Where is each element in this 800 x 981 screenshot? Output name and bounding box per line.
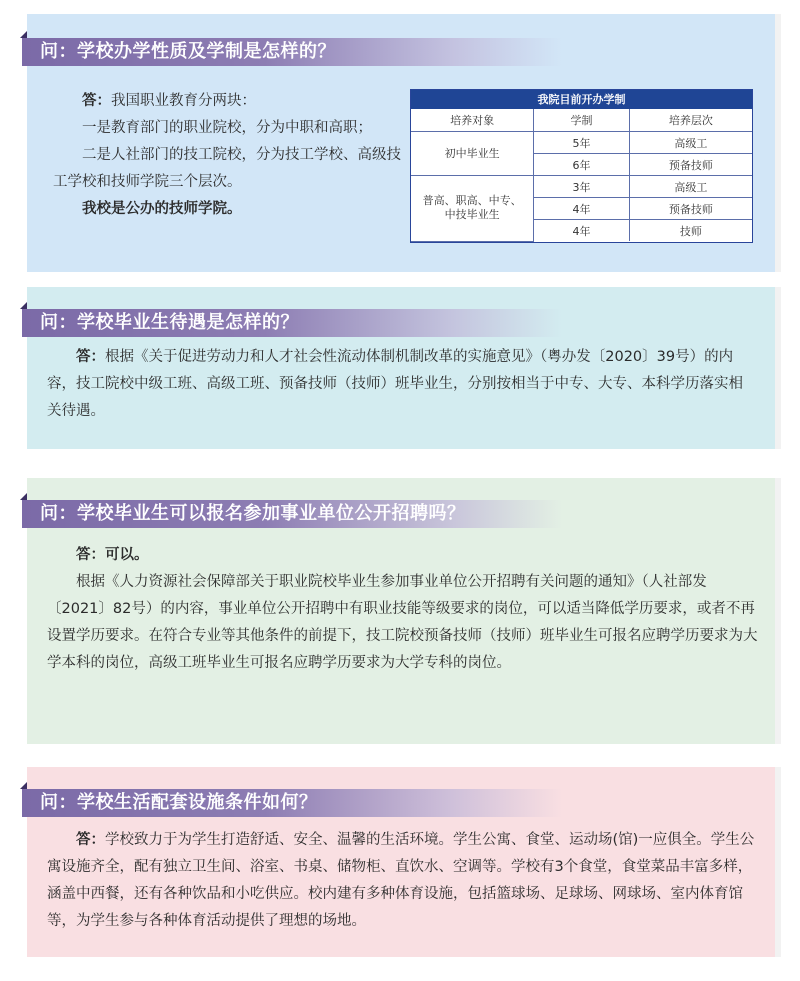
target-cell: 普高、职高、中专、中技毕业生 — [411, 176, 534, 242]
header-level: 培养层次 — [629, 109, 752, 132]
answer-body — [53, 88, 413, 223]
years-cell: 4年 — [534, 198, 629, 220]
faq-card-school-nature — [27, 14, 775, 272]
level-cell: 高级工 — [629, 176, 752, 198]
header-target: 培养对象 — [411, 109, 534, 132]
answer-line — [47, 542, 759, 569]
schedule-table-title: 我院目前开办学制 — [411, 90, 752, 109]
faq-card-public-recruitment — [27, 478, 775, 744]
faq-card-graduate-treatment — [27, 287, 775, 449]
answer-paragraph — [47, 344, 757, 425]
table-row — [411, 132, 752, 154]
years-cell: 4年 — [534, 220, 629, 242]
answer-highlight: 我校是公办的技师学院。 — [82, 201, 242, 217]
answer-body — [47, 827, 759, 935]
level-cell: 预备技师 — [629, 154, 752, 176]
answer-label: 答： — [82, 93, 111, 109]
answer-short: 可以。 — [105, 547, 149, 563]
table-header-row — [411, 109, 752, 132]
question-heading: 问：学校毕业生可以报名参加事业单位公开招聘吗？ — [22, 500, 562, 528]
level-cell: 高级工 — [629, 132, 752, 154]
answer-paragraph: 一是教育部门的职业院校，分为中职和高职； — [82, 120, 372, 136]
question-heading: 问：学校毕业生待遇是怎样的？ — [22, 309, 562, 337]
table-row — [411, 176, 752, 198]
answer-text: 我国职业教育分两块： — [111, 93, 256, 109]
answer-label: 答： — [76, 547, 105, 563]
answer-paragraph — [47, 827, 759, 935]
target-cell: 初中毕业生 — [411, 132, 534, 176]
answer-body — [47, 542, 759, 677]
years-cell: 5年 — [534, 132, 629, 154]
years-cell: 6年 — [534, 154, 629, 176]
answer-label: 答： — [76, 832, 105, 848]
answer-text: 学校致力于为学生打造舒适、安全、温馨的生活环境。学生公寓、食堂、运动场(馆)一应俱全。学生公寓设施齐全，配有独立卫生间、浴室、书桌、储物柜、直饮水、空调等。学校有3个食堂，食堂菜品丰富多样，涵盖中西餐，还有各种饮品和小吃供应。校内建有多种体育设施，包括篮球场、足球场、网球场、室内体育馆等，为学生参与各种体育活动提供了理想的场地。 — [47, 832, 755, 929]
years-cell: 3年 — [534, 176, 629, 198]
answer-paragraph: 根据《人力资源社会保障部关于职业院校毕业生参加事业单位公开招聘有关问题的通知》（人社部发〔2021〕82号）的内容，事业单位公开招聘中有职业技能等级要求的岗位，可以适当降低学历要求，或者不再设置学历要求。在符合专业等其他条件的前提下，技工院校预备技师（技师）班毕业生可报名应聘学历要求为大学本科的岗位，高级工班毕业生可报名应聘学历要求为大学专科的岗位。 — [47, 574, 758, 671]
answer-paragraph: 二是人社部门的技工院校，分为技工学校、高级技工学校和技师学院三个层次。 — [53, 147, 401, 190]
question-heading: 问：学校生活配套设施条件如何？ — [22, 789, 562, 817]
answer-body — [47, 344, 757, 425]
level-cell: 预备技师 — [629, 198, 752, 220]
question-heading: 问：学校办学性质及学制是怎样的？ — [22, 38, 562, 66]
faq-card-living-facilities — [27, 767, 775, 957]
schedule-table-grid — [411, 109, 752, 242]
header-years: 学制 — [534, 109, 629, 132]
level-cell: 技师 — [629, 220, 752, 242]
answer-line — [53, 88, 413, 115]
answer-label: 答： — [76, 349, 105, 365]
answer-text: 根据《关于促进劳动力和人才社会性流动体制机制改革的实施意见》（粤办发〔2020〕39号）的内容，技工院校中级工班、高级工班、预备技师（技师）班毕业生，分别按相当于中专、大专、本科学历落实相关待遇。 — [47, 349, 743, 419]
schedule-table — [410, 89, 753, 243]
